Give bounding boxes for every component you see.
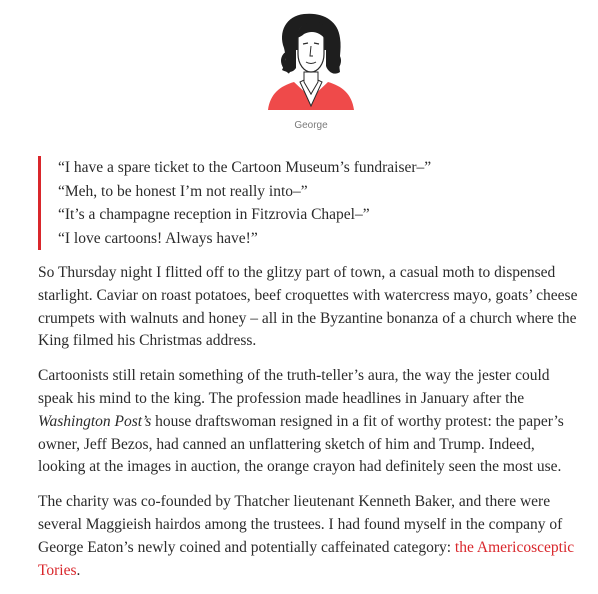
paragraph-1: So Thursday night I flitted off to the glitzy part of town, a casual moth to dispensed starlight. Caviar on roast potatoes, beef croquettes with watercress mayo, goats’ cheese crumpets with walnuts and honey – all in the Byzantine bonanza of a church where the King filmed his Christmas address. [38, 264, 578, 350]
quote-line: “I love cartoons! Always have!” [58, 229, 258, 247]
paragraph-2-end: house draftswoman resigned in a fit of worthy protest: the paper’s owner, Jeff Bezos, had canned an unflattering sketch of him and Trump. Indeed, looking at the images in auction, the orange crayon had definitely seen the most use. [38, 412, 564, 476]
figure-caption: George [294, 120, 328, 131]
article-body [38, 262, 583, 594]
quote-line: “Meh, to be honest I’m not really into–” [58, 182, 308, 200]
author-figure [0, 0, 598, 140]
americosceptic-tories-link[interactable]: the Americosceptic Tories [38, 538, 575, 579]
paragraph-3-end: . [76, 561, 81, 579]
paragraph-3-text: The charity was co-founded by Thatcher lieutenant Kenneth Baker, and there were several Maggieish hairdos among the trustees. I had found myself in the company of George Eaton’s newly coined and potentially caffeinated category: [38, 493, 563, 556]
portrait-illustration-icon [264, 10, 358, 114]
publication-name: Washington Post’s [38, 412, 152, 430]
quote-line: “I have a spare ticket to the Cartoon Museum’s fundraiser–” [58, 159, 432, 176]
pull-quote [38, 156, 588, 250]
paragraph-2 [38, 365, 583, 479]
paragraph-2-start: Cartoonists still retain something of the truth-teller’s aura, the way the jester could speak his mind to the king. The profession made headlines in January after the [38, 367, 550, 407]
quote-line: “It’s a champagne reception in Fitzrovia Chapel–” [58, 206, 370, 223]
paragraph-3 [38, 491, 583, 582]
